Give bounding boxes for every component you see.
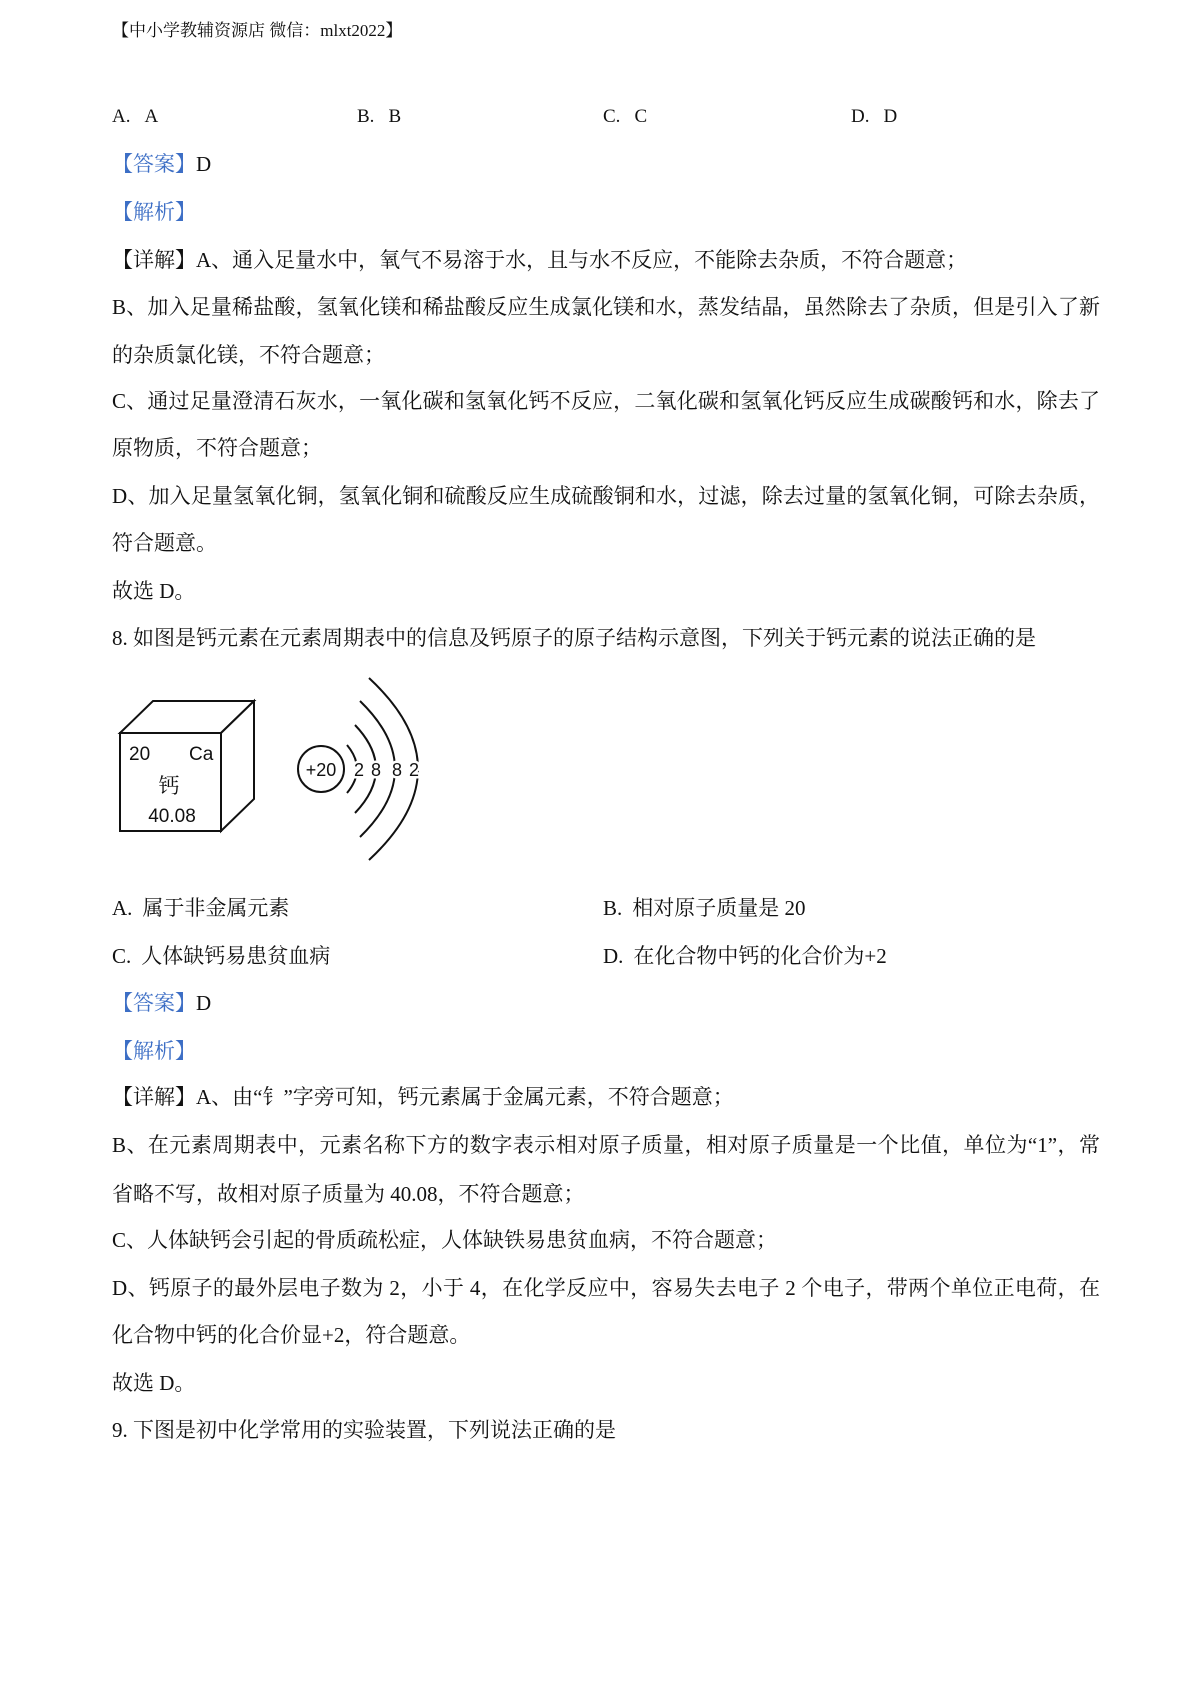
q7-detail-line [112,247,967,273]
answer-tag: 【答案】 [112,991,196,1015]
q8-detail-line [112,1084,734,1110]
q7-detail-line: 的杂质氯化镁，不符合题意； [112,343,385,367]
shell-electron-count-3: 8 [391,760,403,780]
q7-detail-line: B、加入足量稀盐酸，氢氧化镁和稀盐酸反应生成氯化镁和水，蒸发结晶，虽然除去了杂质，但是引入了新 [112,295,1100,319]
answer-tag: 【答案】 [112,152,196,176]
q8-option-d [603,943,887,969]
q7-detail-line: 原物质，不符合题意； [112,436,322,460]
detail-text: A、通入足量水中，氧气不易溶于水，且与水不反应，不能除去杂质，不符合题意； [196,248,968,272]
calcium-figure [100,660,440,875]
option-letter: D. [603,944,624,968]
option-text: C [634,106,648,127]
nucleus-charge: +20 [305,760,337,780]
option-letter: C. [112,944,132,968]
calcium-figure-svg [100,660,440,875]
option-text: A [144,106,159,127]
q8-conclusion: 故选 D。 [112,1371,196,1395]
q7-conclusion: 故选 D。 [112,579,196,603]
option-text: 属于非金属元素 [142,896,290,920]
q7-answer [112,151,211,177]
q7-analysis-tag: 【解析】 [112,200,196,224]
q8-detail-line: D、钙原子的最外层电子数为 2，小于 4，在化学反应中，容易失去电子 2 个电子，带两个单位正电荷，在 [112,1276,1100,1300]
element-symbol: Ca [189,744,214,765]
element-atomic-number: 20 [129,744,151,765]
q8-detail-line: B、在元素周期表中，元素名称下方的数字表示相对原子质量，相对原子质量是一个比值，单位为“1”，常 [112,1133,1100,1157]
option-letter: B. [603,896,623,920]
q8-detail-line: 省略不写，故相对原子质量为 40.08，不符合题意； [112,1182,585,1206]
detail-tag: 【详解】 [112,1085,196,1109]
q8-stem: 8. 如图是钙元素在元素周期表中的信息及钙原子的原子结构示意图，下列关于钙元素的说法正确的是 [112,626,1036,650]
option-text: 相对原子质量是 20 [632,896,806,920]
q9-stem: 9. 下图是初中化学常用的实验装置，下列说法正确的是 [112,1418,616,1442]
option-letter: A. [112,896,133,920]
q8-option-a [112,895,289,921]
option-text: 人体缺钙易患贫血病 [141,944,331,968]
option-letter: B. [357,106,375,127]
q7-option-b [357,104,401,130]
option-letter: C. [603,106,621,127]
q8-option-b [603,895,806,921]
q7-option-d [851,104,897,130]
option-text: B [388,106,402,127]
answer-value: D [196,991,212,1015]
q7-detail-line: 符合题意。 [112,531,217,555]
q8-answer [112,990,211,1016]
q8-detail-line: C、人体缺钙会引起的骨质疏松症，人体缺铁易患贫血病，不符合题意； [112,1228,778,1252]
q7-detail-line: C、通过足量澄清石灰水，一氧化碳和氢氧化钙不反应，二氧化碳和氢氧化钙反应生成碳酸钙和水，除去了 [112,389,1100,413]
q8-detail-line: 化合物中钙的化合价显+2，符合题意。 [112,1323,471,1347]
q8-analysis-tag: 【解析】 [112,1039,196,1063]
option-letter: D. [851,106,870,127]
element-name: 钙 [158,774,180,798]
q7-option-c [603,104,647,130]
q8-option-c [112,943,330,969]
source-header: 【中小学教辅资源店 微信：mlxt2022】 [112,21,403,40]
answer-value: D [196,152,212,176]
shell-electron-count-2: 8 [370,760,382,780]
element-atomic-mass: 40.08 [148,806,196,827]
option-text: D [883,106,898,127]
option-text: 在化合物中钙的化合价为+2 [633,944,887,968]
q7-detail-line: D、加入足量氢氧化铜，氢氧化铜和硫酸反应生成硫酸铜和水，过滤，除去过量的氢氧化铜，可除去杂质， [112,484,1100,508]
shell-electron-count-1: 2 [353,760,365,780]
option-letter: A. [112,106,131,127]
shell-electron-count-4: 2 [408,760,420,780]
q7-option-a [112,104,158,130]
detail-text: A、由“钅”字旁可知，钙元素属于金属元素，不符合题意； [196,1085,734,1109]
detail-tag: 【详解】 [112,248,196,272]
